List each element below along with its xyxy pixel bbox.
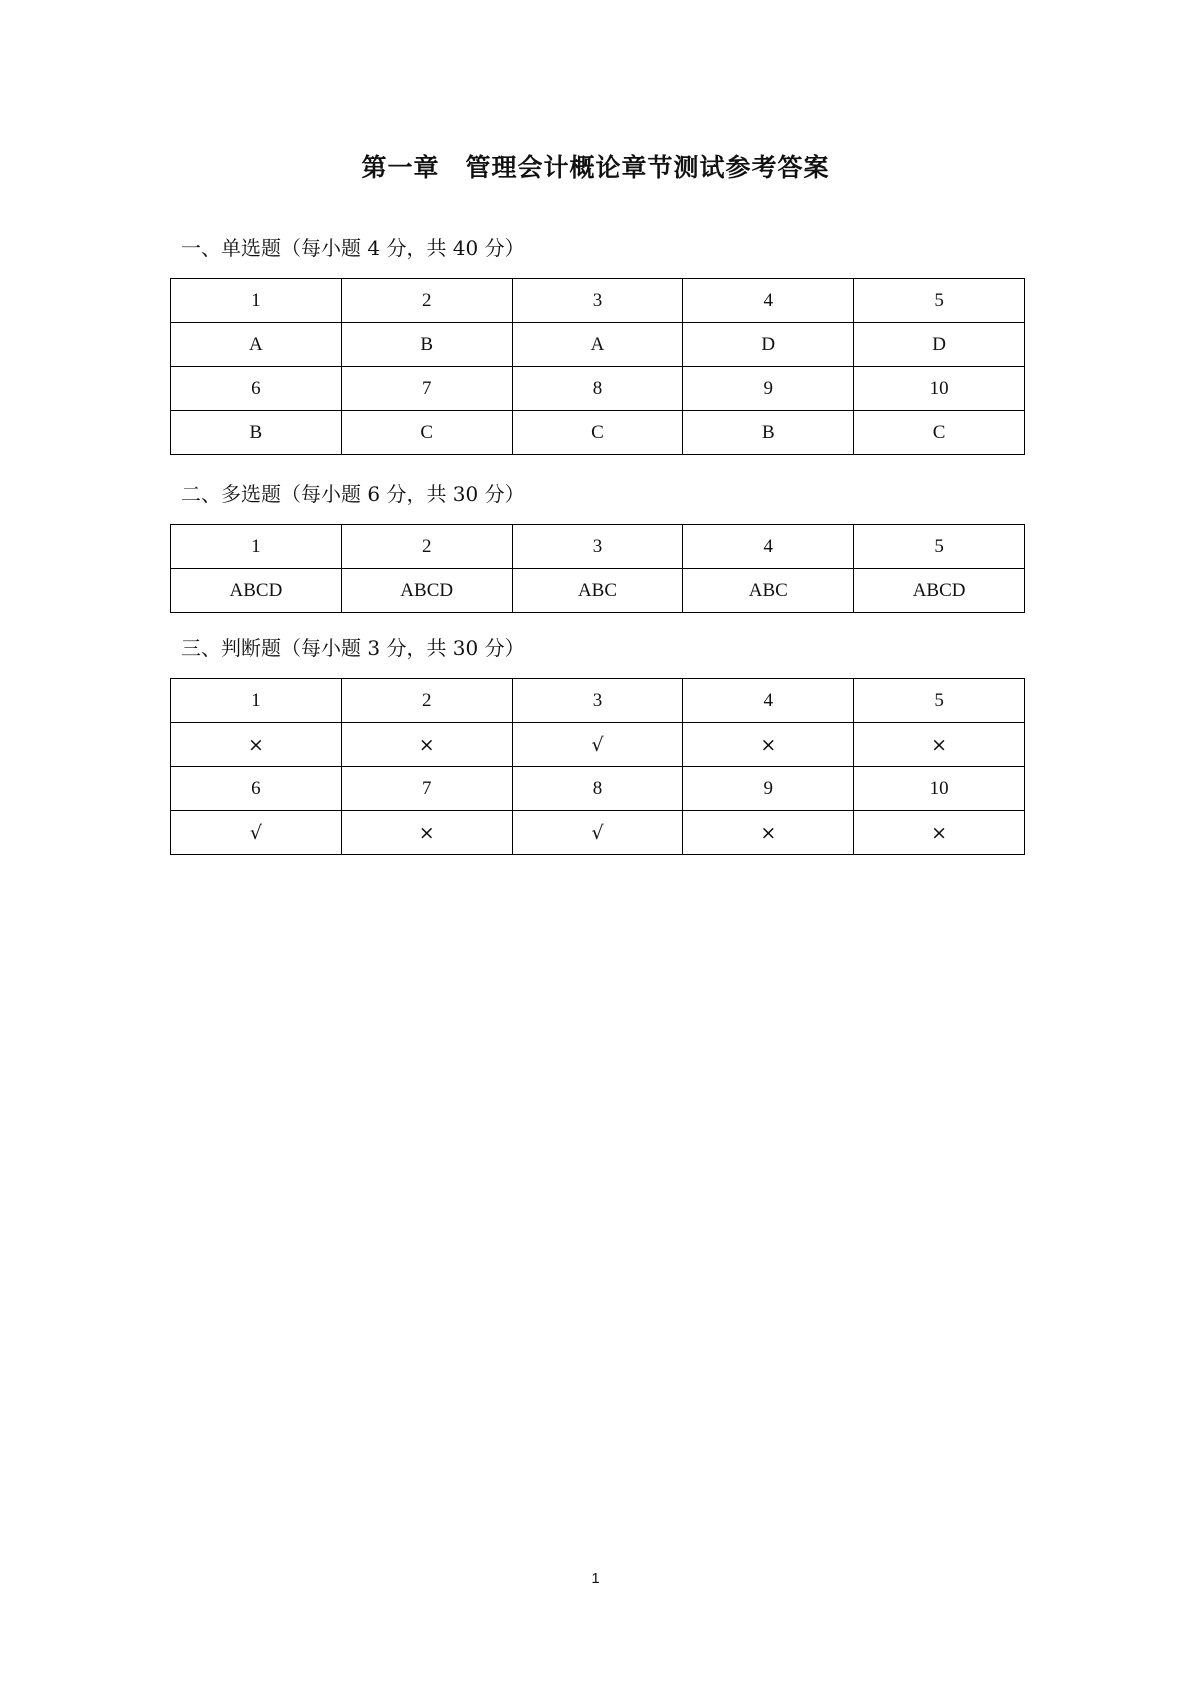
question-number-cell: 6 (171, 767, 342, 811)
multiple-choice-answer-table (170, 524, 1025, 613)
answer-cell: D (854, 323, 1025, 367)
answer-cell: × (683, 811, 854, 855)
section-heading-multiple-choice: 二、多选题（每小题 6 分，共 30 分） (181, 482, 525, 506)
question-number-cell: 5 (854, 679, 1025, 723)
table-row (171, 411, 1025, 455)
question-number-cell: 7 (341, 367, 512, 411)
table-row (171, 723, 1025, 767)
answer-cell: ABCD (341, 569, 512, 613)
question-number-cell: 1 (171, 279, 342, 323)
answer-cell: ABC (512, 569, 683, 613)
question-number-cell: 3 (512, 279, 683, 323)
question-number-cell: 2 (341, 679, 512, 723)
answer-cell: C (512, 411, 683, 455)
answer-cell: √ (512, 723, 683, 767)
answer-cell: B (341, 323, 512, 367)
question-number-cell: 2 (341, 279, 512, 323)
question-number-cell: 5 (854, 279, 1025, 323)
answer-cell: ABCD (171, 569, 342, 613)
question-number-cell: 1 (171, 525, 342, 569)
answer-cell: × (341, 723, 512, 767)
answer-cell: ABC (683, 569, 854, 613)
question-number-cell: 4 (683, 679, 854, 723)
table-row (171, 323, 1025, 367)
question-number-cell: 10 (854, 767, 1025, 811)
question-number-cell: 10 (854, 367, 1025, 411)
question-number-cell: 4 (683, 525, 854, 569)
page-number: 1 (591, 1570, 600, 1587)
answer-cell: D (683, 323, 854, 367)
answer-cell: B (171, 411, 342, 455)
answer-cell: A (171, 323, 342, 367)
answer-cell: A (512, 323, 683, 367)
section-heading-true-false: 三、判断题（每小题 3 分，共 30 分） (181, 636, 525, 660)
table-row (171, 569, 1025, 613)
question-number-cell: 3 (512, 525, 683, 569)
answer-cell: √ (171, 811, 342, 855)
question-number-cell: 3 (512, 679, 683, 723)
table-row (171, 811, 1025, 855)
question-number-cell: 2 (341, 525, 512, 569)
question-number-cell: 1 (171, 679, 342, 723)
question-number-cell: 7 (341, 767, 512, 811)
question-number-cell: 5 (854, 525, 1025, 569)
answer-cell: B (683, 411, 854, 455)
answer-cell: ABCD (854, 569, 1025, 613)
question-number-cell: 9 (683, 367, 854, 411)
question-number-cell: 8 (512, 767, 683, 811)
answer-cell: × (854, 723, 1025, 767)
true-false-answer-table (170, 678, 1025, 855)
question-number-cell: 9 (683, 767, 854, 811)
answer-cell: C (854, 411, 1025, 455)
answer-cell: √ (512, 811, 683, 855)
table-row (171, 525, 1025, 569)
single-choice-answer-table (170, 278, 1025, 455)
answer-cell: × (854, 811, 1025, 855)
table-row (171, 367, 1025, 411)
table-row (171, 767, 1025, 811)
page-title: 第一章 管理会计概论章节测试参考答案 (361, 153, 830, 182)
table-row (171, 279, 1025, 323)
answer-cell: × (171, 723, 342, 767)
answer-cell: × (341, 811, 512, 855)
answer-cell: C (341, 411, 512, 455)
table-row (171, 679, 1025, 723)
section-heading-single-choice: 一、单选题（每小题 4 分，共 40 分） (181, 236, 525, 260)
answer-cell: × (683, 723, 854, 767)
question-number-cell: 6 (171, 367, 342, 411)
question-number-cell: 8 (512, 367, 683, 411)
question-number-cell: 4 (683, 279, 854, 323)
